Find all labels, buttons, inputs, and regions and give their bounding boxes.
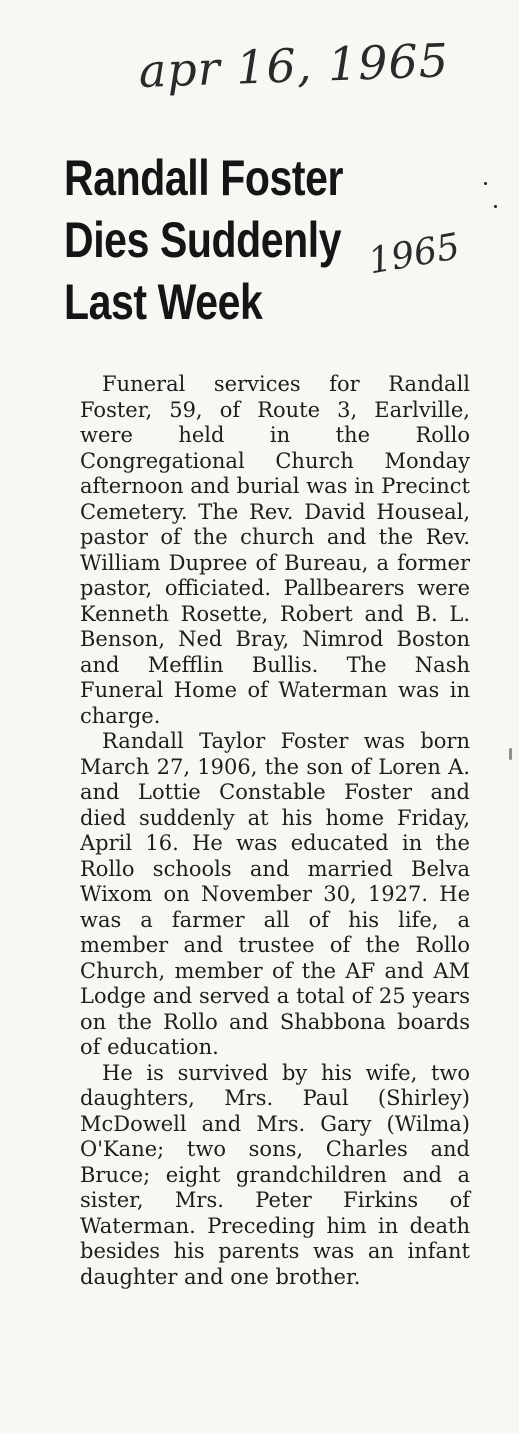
headline-line-2: Dies Suddenly	[64, 212, 342, 268]
article-paragraph-3: He is survived by his wife, two daughters, Mrs. Paul (Shirley) McDowell and Mrs. Gary (Wilma) O'Kane; two sons, Charles and Bruce; eight grandchildren and a sister, Mrs. Peter Firkins of Waterman. Preceding him in death besides his parents was an infant daughter and one brother.	[80, 1060, 470, 1289]
handwritten-date: apr 16, 1965	[137, 33, 450, 98]
obituary-article	[80, 372, 470, 1290]
paper-speck	[484, 182, 487, 185]
paper-speck	[494, 205, 497, 208]
handwritten-year: 1965	[365, 226, 463, 283]
headline	[64, 147, 343, 333]
article-paragraph-1: Funeral services for Randall Foster, 59, of Route 3, Earlville, were held in the Rollo Congregational Church Monday afternoon and burial was in Precinct Cemetery. The Rev. David Houseal, pastor of the church and the Rev. William Dupree of Bureau, a former pastor, officiated. Pallbearers were Kenneth Rosette, Robert and B. L. Benson, Ned Bray, Nimrod Boston and Mefflin Bullis. The Nash Funeral Home of Waterman was in charge.	[80, 372, 470, 728]
article-paragraph-2: Randall Taylor Foster was born March 27, 1906, the son of Loren A. and Lottie Constable Foster and died suddenly at his home Friday, April 16. He was educated in the Rollo schools and married Belva Wixom on November 30, 1927. He was a farmer all of his life, a member and trustee of the Rollo Church, member of the AF and AM Lodge and served a total of 25 years on the Rollo and Shabbona boards of education.	[80, 729, 470, 1059]
headline-line-1: Randall Foster	[64, 150, 344, 206]
paper-edge-mark	[509, 748, 512, 760]
headline-line-3: Last Week	[64, 274, 263, 330]
